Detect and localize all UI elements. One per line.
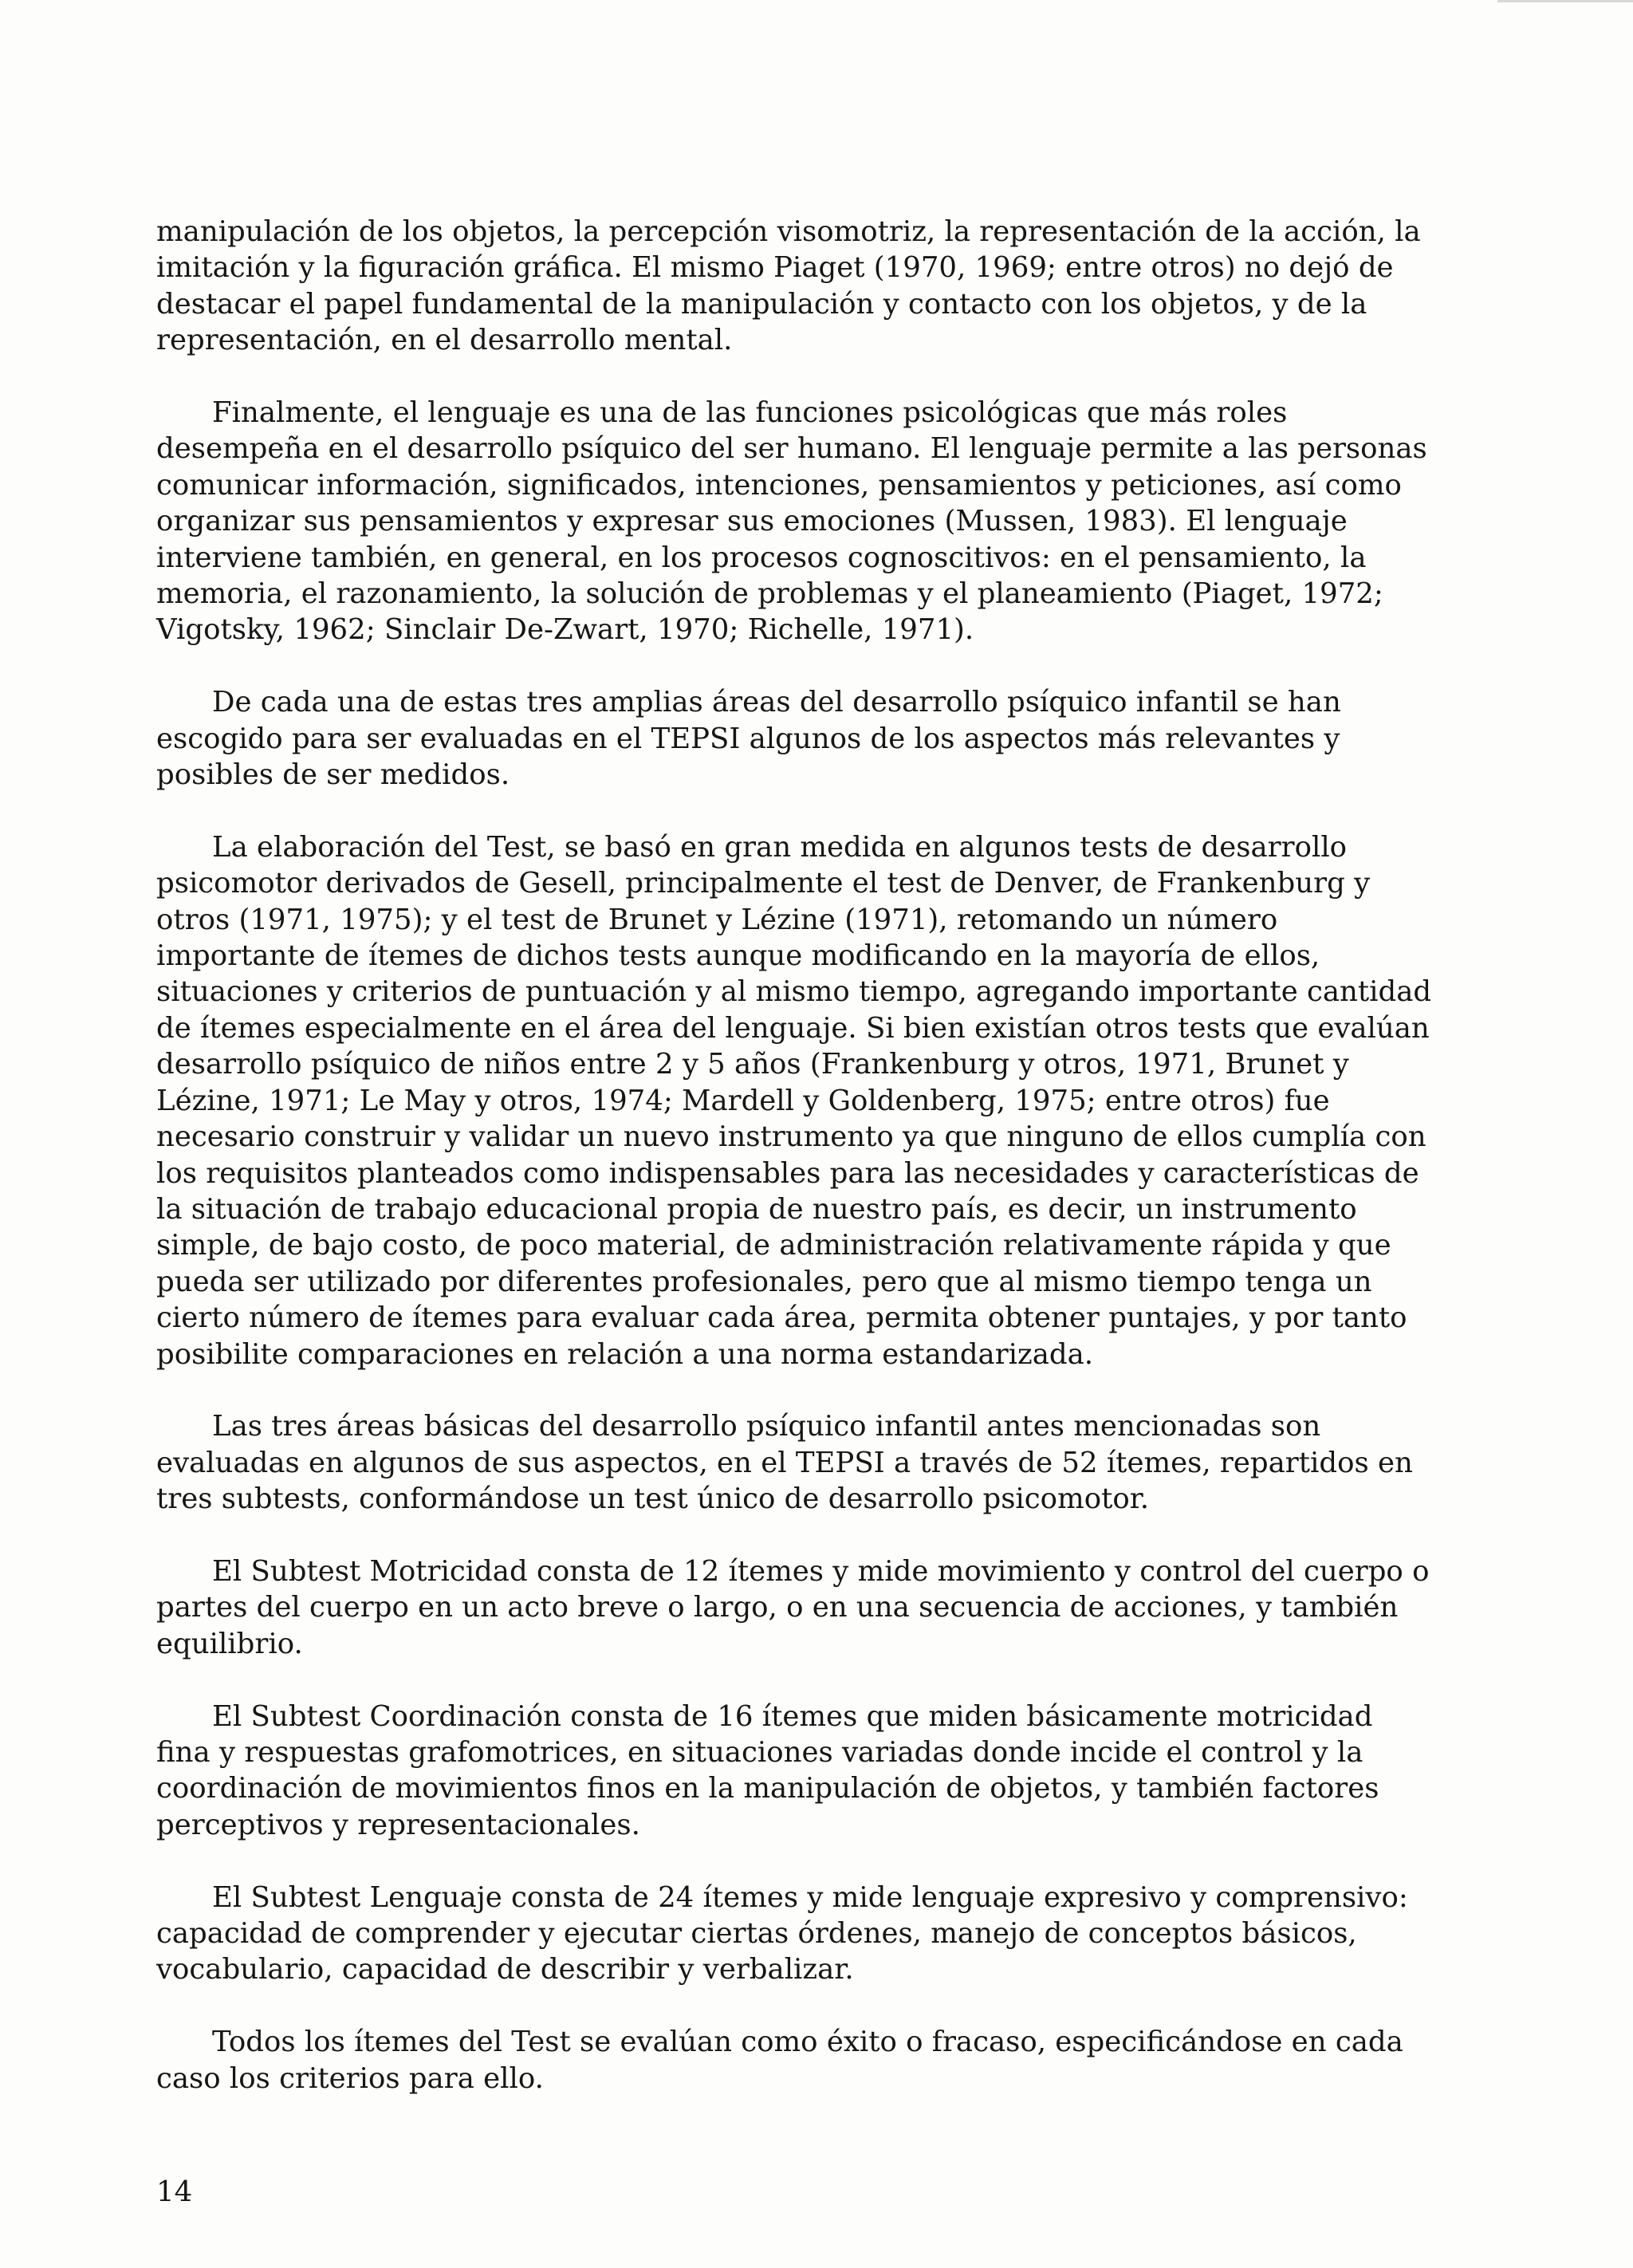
paragraph-6: El Subtest Motricidad consta de 12 ítemes y mide movimiento y control del cuerpo o partes del cuerpo en un acto breve o largo, o en una secuencia de acciones, y también equilibrio.	[156, 1554, 1430, 1660]
page-number: 14	[156, 2175, 193, 2208]
body-text	[156, 214, 1432, 2132]
paragraph-9: Todos los ítemes del Test se evalúan como éxito o fracaso, especificándose en cada caso los criterios para ello.	[156, 2026, 1403, 2095]
scan-edge-rule	[1497, 0, 1633, 2]
paragraph-5: Las tres áreas básicas del desarrollo psíquico infantil antes mencionadas son evaluadas en algunos de sus aspectos, en el TEPSI a través de 52 ítemes, repartidos en tres subtests, conformándose un test único de desarrollo psicomotor.	[156, 1410, 1413, 1516]
paragraph-1: manipulación de los objetos, la percepción visomotriz, la representación de la acción, la imitación y la figuración gráfica. El mismo Piaget (1970, 1969; entre otros) no dejó de destacar el papel fundamental de la manipulación y contacto con los objetos, y de la representación, en el desarrollo mental.	[156, 215, 1421, 357]
paragraph-2: Finalmente, el lenguaje es una de las funciones psicológicas que más roles desempeña en el desarrollo psíquico del ser humano. El lenguaje permite a las personas comunicar información, significados, intenciones, pensamientos y peticiones, así como organizar sus pensamientos y expresar sus emociones (Mussen, 1983). El lenguaje interviene también, en general, en los procesos cognoscitivos: en el pensamiento, la memoria, el razonamiento, la solución de problemas y el planeamiento (Piaget, 1972; Vigotsky, 1962; Sinclair De-Zwart, 1970; Richelle, 1971).	[156, 396, 1427, 647]
paragraph-3: De cada una de estas tres amplias áreas del desarrollo psíquico infantil se han escogido para ser evaluadas en el TEPSI algunos de los aspectos más relevantes y posibles de ser medidos.	[156, 686, 1341, 792]
paragraph-8: El Subtest Lenguaje consta de 24 ítemes y mide lenguaje expresivo y comprensivo: capacidad de comprender y ejecutar ciertas órdenes, manejo de conceptos básicos, vocabulario, capacidad de describir y verbalizar.	[156, 1880, 1408, 1986]
paragraph-7: El Subtest Coordinación consta de 16 ítemes que miden básicamente motricidad fina y respuestas grafomotrices, en situaciones variadas donde incide el control y la coordinación de movimientos finos en la manipulación de objetos, y también factores perceptivos y representacionales.	[156, 1699, 1379, 1841]
paragraph-4: La elaboración del Test, se basó en gran medida en algunos tests de desarrollo psicomotor derivados de Gesell, principalmente el test de Denver, de Frankenburg y otros (1971, 1975); y el test de Brunet y Lézine (1971), retomando un número importante de ítemes de dichos tests aunque modificando en la mayoría de ellos, situaciones y criterios de puntuación y al mismo tiempo, agregando importante cantidad de ítemes especialmente en el área del lenguaje. Si bien existían otros tests que evalúan desarrollo psíquico de niños entre 2 y 5 años (Frankenburg y otros, 1971, Brunet y Lézine, 1971; Le May y otros, 1974; Mardell y Goldenberg, 1975; entre otros) fue necesario construir y validar un nuevo instrumento ya que ninguno de ellos cumplía con los requisitos planteados como indispensables para las necesidades y características de la situación de trabajo educacional propia de nuestro país, es decir, un instrumento simple, de bajo costo, de poco material, de administración relativamente rápida y que pueda ser utilizado por diferentes profesionales, pero que al mismo tiempo tenga un cierto número de ítemes para evaluar cada área, permita obtener puntajes, y por tanto posibilite comparaciones en relación a una norma estandarizada.	[156, 830, 1432, 1371]
